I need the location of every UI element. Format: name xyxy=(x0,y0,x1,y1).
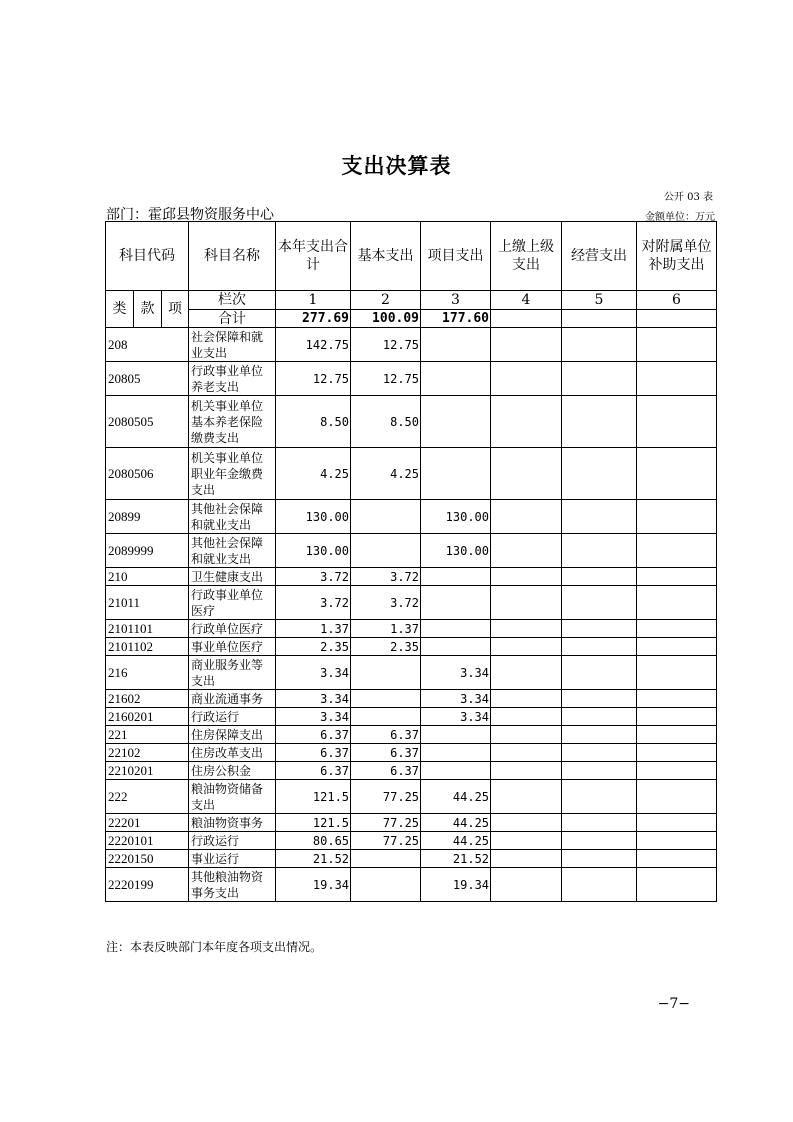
row-project xyxy=(421,620,491,638)
row-code: 22102 xyxy=(106,744,189,762)
totals-total: 277.69 xyxy=(276,310,351,328)
header-business: 经营支出 xyxy=(562,222,637,291)
row-project: 130.00 xyxy=(421,534,491,568)
row-subsidy xyxy=(637,534,717,568)
row-basic xyxy=(351,708,421,726)
row-upper xyxy=(491,726,562,744)
row-total: 3.72 xyxy=(276,568,351,586)
row-code: 208 xyxy=(106,328,189,362)
row-business xyxy=(562,850,637,868)
row-upper xyxy=(491,638,562,656)
table-row xyxy=(106,500,717,534)
row-total: 2.35 xyxy=(276,638,351,656)
row-business xyxy=(562,586,637,620)
table-row xyxy=(106,868,717,902)
row-upper xyxy=(491,534,562,568)
row-total: 6.37 xyxy=(276,744,351,762)
totals-business xyxy=(562,310,637,328)
row-upper xyxy=(491,328,562,362)
row-total: 4.25 xyxy=(276,448,351,500)
row-business xyxy=(562,534,637,568)
row-name: 行政单位医疗 xyxy=(189,620,276,638)
row-code: 2160201 xyxy=(106,708,189,726)
row-basic: 3.72 xyxy=(351,586,421,620)
row-basic: 4.25 xyxy=(351,448,421,500)
row-project: 44.25 xyxy=(421,780,491,814)
row-subsidy xyxy=(637,620,717,638)
row-subsidy xyxy=(637,708,717,726)
row-code: 221 xyxy=(106,726,189,744)
row-business xyxy=(562,362,637,396)
row-subsidy xyxy=(637,656,717,690)
row-subsidy xyxy=(637,396,717,448)
header-kuan: 款 xyxy=(134,291,162,328)
row-project xyxy=(421,328,491,362)
row-code: 22201 xyxy=(106,814,189,832)
row-upper xyxy=(491,780,562,814)
row-basic xyxy=(351,868,421,902)
row-total: 19.34 xyxy=(276,868,351,902)
row-business xyxy=(562,762,637,780)
row-business xyxy=(562,744,637,762)
col-index-5: 5 xyxy=(562,291,637,310)
row-basic: 12.75 xyxy=(351,362,421,396)
row-total: 142.75 xyxy=(276,328,351,362)
row-name: 行政事业单位医疗 xyxy=(189,586,276,620)
row-upper xyxy=(491,762,562,780)
col-index-6: 6 xyxy=(637,291,717,310)
row-business xyxy=(562,620,637,638)
row-basic: 6.37 xyxy=(351,744,421,762)
row-basic xyxy=(351,690,421,708)
table-row xyxy=(106,656,717,690)
row-basic xyxy=(351,534,421,568)
col-index-1: 1 xyxy=(276,291,351,310)
row-basic xyxy=(351,656,421,690)
row-subsidy xyxy=(637,868,717,902)
row-business xyxy=(562,656,637,690)
expenditure-table xyxy=(105,221,717,902)
row-code: 222 xyxy=(106,780,189,814)
row-basic: 12.75 xyxy=(351,328,421,362)
row-project: 3.34 xyxy=(421,690,491,708)
row-name: 住房保障支出 xyxy=(189,726,276,744)
row-total: 3.34 xyxy=(276,690,351,708)
header-lanci: 栏次 xyxy=(189,291,276,310)
table-row xyxy=(106,762,717,780)
row-total: 1.37 xyxy=(276,620,351,638)
row-name: 粮油物资储备支出 xyxy=(189,780,276,814)
row-business xyxy=(562,868,637,902)
row-business xyxy=(562,726,637,744)
table-row xyxy=(106,690,717,708)
table-row xyxy=(106,568,717,586)
row-basic: 8.50 xyxy=(351,396,421,448)
row-business xyxy=(562,708,637,726)
row-business xyxy=(562,396,637,448)
row-subsidy xyxy=(637,328,717,362)
table-row xyxy=(106,708,717,726)
header-lei: 类 xyxy=(106,291,134,328)
row-project xyxy=(421,568,491,586)
page-number: −7− xyxy=(657,996,690,1012)
row-business xyxy=(562,690,637,708)
row-business xyxy=(562,500,637,534)
row-basic xyxy=(351,500,421,534)
row-code: 2220199 xyxy=(106,868,189,902)
row-upper xyxy=(491,362,562,396)
row-basic: 2.35 xyxy=(351,638,421,656)
row-total: 3.72 xyxy=(276,586,351,620)
row-subsidy xyxy=(637,832,717,850)
row-upper xyxy=(491,500,562,534)
row-project xyxy=(421,586,491,620)
row-subsidy xyxy=(637,500,717,534)
row-project: 44.25 xyxy=(421,832,491,850)
row-business xyxy=(562,814,637,832)
row-basic: 1.37 xyxy=(351,620,421,638)
row-name: 机关事业单位基本养老保险缴费支出 xyxy=(189,396,276,448)
row-total: 121.5 xyxy=(276,814,351,832)
row-upper xyxy=(491,568,562,586)
row-project xyxy=(421,726,491,744)
table-note: 注：本表反映部门本年度各项支出情况。 xyxy=(106,940,323,954)
row-upper xyxy=(491,814,562,832)
row-subsidy xyxy=(637,448,717,500)
row-code: 2080506 xyxy=(106,448,189,500)
header-row xyxy=(106,222,717,291)
row-name: 其他粮油物资事务支出 xyxy=(189,868,276,902)
table-number: 公开 03 表 xyxy=(663,192,713,203)
header-xiang: 项 xyxy=(162,291,189,328)
row-code: 210 xyxy=(106,568,189,586)
row-code: 216 xyxy=(106,656,189,690)
row-subsidy xyxy=(637,586,717,620)
table-row xyxy=(106,780,717,814)
row-code: 2101102 xyxy=(106,638,189,656)
row-name: 粮油物资事务 xyxy=(189,814,276,832)
table-row xyxy=(106,586,717,620)
row-basic: 3.72 xyxy=(351,568,421,586)
row-basic xyxy=(351,850,421,868)
table-row xyxy=(106,328,717,362)
row-name: 行政运行 xyxy=(189,832,276,850)
row-basic: 77.25 xyxy=(351,780,421,814)
row-subsidy xyxy=(637,362,717,396)
row-subsidy xyxy=(637,690,717,708)
row-code: 2089999 xyxy=(106,534,189,568)
table-row xyxy=(106,726,717,744)
row-basic: 6.37 xyxy=(351,726,421,744)
row-code: 2101101 xyxy=(106,620,189,638)
department-label: 部门：霍邱县物资服务中心 xyxy=(106,207,274,223)
row-code: 2080505 xyxy=(106,396,189,448)
header-basic: 基本支出 xyxy=(351,222,421,291)
row-basic: 77.25 xyxy=(351,814,421,832)
row-upper xyxy=(491,448,562,500)
row-name: 商业流通事务 xyxy=(189,690,276,708)
row-upper xyxy=(491,744,562,762)
row-project xyxy=(421,448,491,500)
row-project: 19.34 xyxy=(421,868,491,902)
header-subsidy: 对附属单位补助支出 xyxy=(637,222,717,291)
row-code: 2210201 xyxy=(106,762,189,780)
row-business xyxy=(562,328,637,362)
col-index-4: 4 xyxy=(491,291,562,310)
row-subsidy xyxy=(637,780,717,814)
row-business xyxy=(562,780,637,814)
totals-project: 177.60 xyxy=(421,310,491,328)
row-subsidy xyxy=(637,814,717,832)
row-upper xyxy=(491,396,562,448)
row-upper xyxy=(491,586,562,620)
row-upper xyxy=(491,708,562,726)
table-row xyxy=(106,448,717,500)
row-project: 3.34 xyxy=(421,656,491,690)
row-total: 80.65 xyxy=(276,832,351,850)
row-name: 其他社会保障和就业支出 xyxy=(189,500,276,534)
row-upper xyxy=(491,690,562,708)
row-code: 2220150 xyxy=(106,850,189,868)
row-project xyxy=(421,362,491,396)
row-subsidy xyxy=(637,762,717,780)
row-code: 21602 xyxy=(106,690,189,708)
row-project xyxy=(421,762,491,780)
row-name: 行政事业单位养老支出 xyxy=(189,362,276,396)
row-name: 机关事业单位职业年金缴费支出 xyxy=(189,448,276,500)
row-upper xyxy=(491,656,562,690)
row-total: 121.5 xyxy=(276,780,351,814)
row-total: 3.34 xyxy=(276,656,351,690)
col-index-3: 3 xyxy=(421,291,491,310)
row-name: 卫生健康支出 xyxy=(189,568,276,586)
row-total: 21.52 xyxy=(276,850,351,868)
totals-upper xyxy=(491,310,562,328)
table-row xyxy=(106,832,717,850)
row-business xyxy=(562,638,637,656)
row-project xyxy=(421,396,491,448)
row-subsidy xyxy=(637,638,717,656)
row-project: 130.00 xyxy=(421,500,491,534)
column-index-row xyxy=(106,291,717,310)
row-name: 住房公积金 xyxy=(189,762,276,780)
row-name: 事业单位医疗 xyxy=(189,638,276,656)
row-total: 130.00 xyxy=(276,500,351,534)
table-row xyxy=(106,396,717,448)
row-business xyxy=(562,568,637,586)
totals-subsidy xyxy=(637,310,717,328)
row-total: 3.34 xyxy=(276,708,351,726)
row-name: 社会保障和就业支出 xyxy=(189,328,276,362)
row-total: 6.37 xyxy=(276,762,351,780)
table-row xyxy=(106,814,717,832)
table-row xyxy=(106,744,717,762)
row-code: 2220101 xyxy=(106,832,189,850)
table-row xyxy=(106,638,717,656)
amount-unit: 金额单位：万元 xyxy=(645,212,715,223)
table-row xyxy=(106,362,717,396)
header-total: 本年支出合计 xyxy=(276,222,351,291)
header-upper: 上缴上级支出 xyxy=(491,222,562,291)
row-subsidy xyxy=(637,568,717,586)
totals-basic: 100.09 xyxy=(351,310,421,328)
row-total: 12.75 xyxy=(276,362,351,396)
header-project: 项目支出 xyxy=(421,222,491,291)
row-code: 20899 xyxy=(106,500,189,534)
row-name: 住房改革支出 xyxy=(189,744,276,762)
row-upper xyxy=(491,850,562,868)
row-business xyxy=(562,832,637,850)
row-subsidy xyxy=(637,744,717,762)
row-subsidy xyxy=(637,726,717,744)
row-name: 事业运行 xyxy=(189,850,276,868)
row-subsidy xyxy=(637,850,717,868)
row-upper xyxy=(491,620,562,638)
page-title: 支出决算表 xyxy=(341,153,452,178)
row-code: 21011 xyxy=(106,586,189,620)
row-project: 21.52 xyxy=(421,850,491,868)
row-total: 6.37 xyxy=(276,726,351,744)
table-row xyxy=(106,850,717,868)
row-code: 20805 xyxy=(106,362,189,396)
row-total: 130.00 xyxy=(276,534,351,568)
row-project: 44.25 xyxy=(421,814,491,832)
row-project xyxy=(421,638,491,656)
row-total: 8.50 xyxy=(276,396,351,448)
row-upper xyxy=(491,832,562,850)
row-basic: 77.25 xyxy=(351,832,421,850)
row-name: 商业服务业等支出 xyxy=(189,656,276,690)
col-index-2: 2 xyxy=(351,291,421,310)
header-code: 科目代码 xyxy=(106,222,189,291)
row-name: 行政运行 xyxy=(189,708,276,726)
totals-label: 合计 xyxy=(189,310,276,328)
row-project xyxy=(421,744,491,762)
table-row xyxy=(106,534,717,568)
row-name: 其他社会保障和就业支出 xyxy=(189,534,276,568)
table-row xyxy=(106,620,717,638)
row-business xyxy=(562,448,637,500)
row-project: 3.34 xyxy=(421,708,491,726)
row-basic: 6.37 xyxy=(351,762,421,780)
header-name: 科目名称 xyxy=(189,222,276,291)
row-upper xyxy=(491,868,562,902)
totals-row xyxy=(106,310,717,328)
